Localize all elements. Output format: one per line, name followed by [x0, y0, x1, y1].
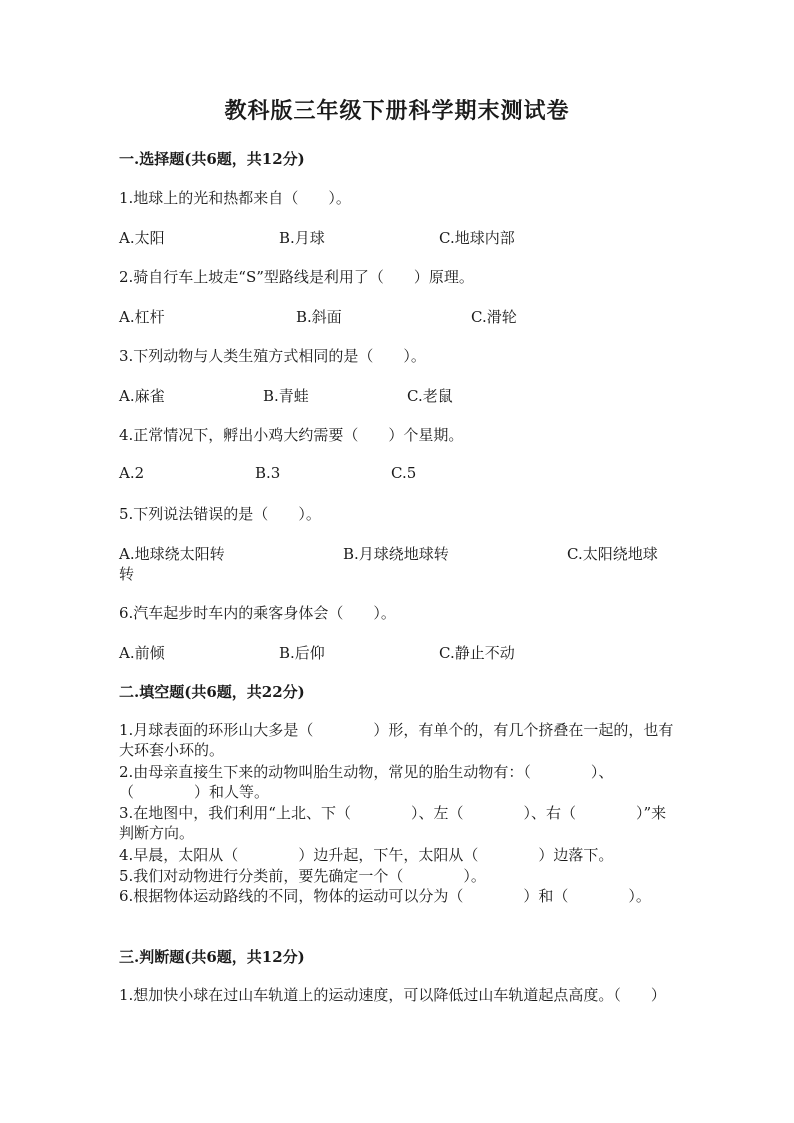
fill-question: 5.我们对动物进行分类前，要先确定一个（ ）。 — [119, 867, 486, 885]
option-c: C.地球内部 — [439, 229, 515, 247]
question-stem: 2.骑自行车上坡走“S”型路线是利用了（ ）原理。 — [119, 268, 474, 286]
option-a: A.麻雀 — [119, 387, 165, 405]
option-c: C.太阳绕地球 — [567, 545, 658, 563]
option-b: B.月球绕地球转 — [343, 545, 449, 563]
option-a: A.地球绕太阳转 — [119, 545, 225, 563]
option-b: B.3 — [255, 464, 281, 482]
page-title: 教科版三年级下册科学期末测试卷 — [224, 98, 570, 124]
option-c: C.老鼠 — [407, 387, 453, 405]
fill-question: 4.早晨，太阳从（ ）边升起，下午，太阳从（ ）边落下。 — [119, 846, 614, 864]
option-c: C.滑轮 — [471, 308, 517, 326]
option-a: A.前倾 — [119, 644, 165, 662]
option-c-wrap: 转 — [119, 565, 135, 583]
section-heading-choice: 一.选择题(共6题，共12分) — [119, 150, 305, 168]
option-b: B.斜面 — [296, 308, 342, 326]
question-stem: 3.下列动物与人类生殖方式相同的是（ ）。 — [119, 347, 426, 365]
option-a: A.杠杆 — [119, 308, 165, 326]
fill-question: 1.月球表面的环形山大多是（ ）形，有单个的，有几个挤叠在一起的，也有大环套小环的。 — [119, 721, 674, 759]
option-a: A.太阳 — [119, 229, 165, 247]
option-b: B.后仰 — [279, 644, 325, 662]
judge-question: 1.想加快小球在过山车轨道上的运动速度，可以降低过山车轨道起点高度。（ ） — [119, 986, 666, 1004]
fill-question: 2.由母亲直接生下来的动物叫胎生动物，常见的胎生动物有：（ ）、（ ）和人等。 — [119, 763, 614, 801]
section-heading-judge: 三.判断题(共6题，共12分) — [119, 948, 305, 966]
question-stem: 6.汽车起步时车内的乘客身体会（ ）。 — [119, 604, 396, 622]
question-stem: 1.地球上的光和热都来自（ ）。 — [119, 189, 351, 207]
question-stem: 4.正常情况下，孵出小鸡大约需要（ ）个星期。 — [119, 426, 464, 444]
option-c: C.5 — [391, 464, 417, 482]
option-a: A.2 — [119, 464, 145, 482]
fill-question: 3.在地图中，我们利用“上北、下（ ）、左（ ）、右（ ）”来判断方向。 — [119, 804, 667, 842]
option-b: B.青蛙 — [263, 387, 309, 405]
fill-question: 6.根据物体运动路线的不同，物体的运动可以分为（ ）和（ ）。 — [119, 887, 651, 905]
section-heading-fill: 二.填空题(共6题，共22分) — [119, 683, 305, 701]
option-c: C.静止不动 — [439, 644, 515, 662]
option-b: B.月球 — [279, 229, 325, 247]
question-stem: 5.下列说法错误的是（ ）。 — [119, 505, 321, 523]
